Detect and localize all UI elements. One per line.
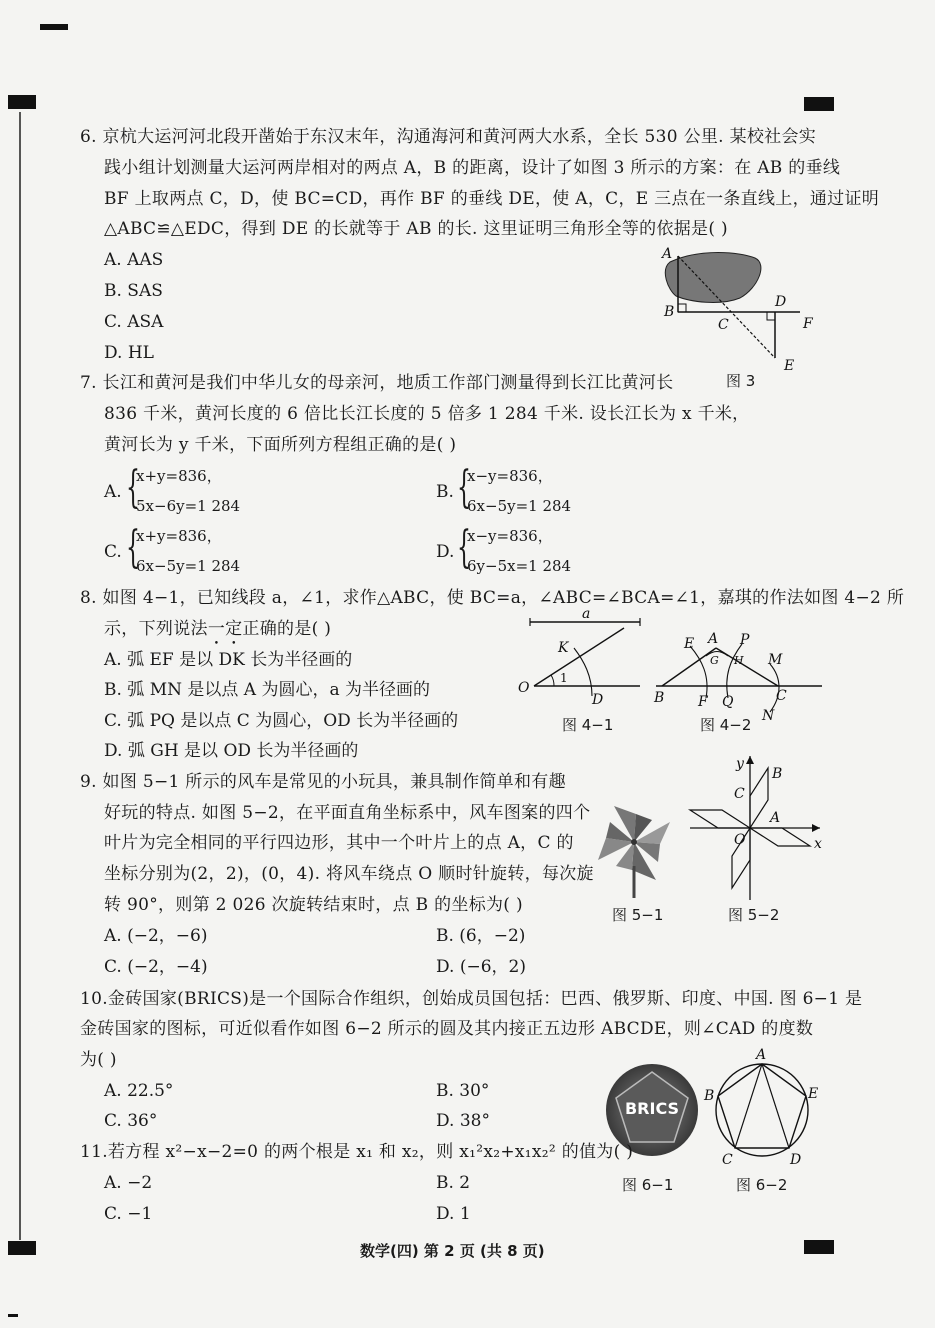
fig4-2-label-N: N (762, 708, 775, 724)
q7-option-a-brace: { (126, 462, 140, 513)
q6-option-a: A. AAS (104, 250, 164, 270)
figure-5-1-pinwheel (594, 800, 676, 900)
q6-option-c: C. ASA (104, 312, 164, 332)
fig4-2-label-E: E (684, 636, 695, 652)
q9-line-4: 坐标分别为(2，2)，(0，4). 将风车绕点 O 顺时针旋转，每次旋 (104, 864, 594, 884)
q11-option-d: D. 1 (436, 1204, 471, 1224)
registration-mark-right-top (804, 97, 834, 111)
figure-4-1 (512, 606, 647, 711)
fig5-2-label-y: y (736, 756, 744, 772)
registration-mark-right-bottom (804, 1240, 834, 1254)
q7-option-a-eq1: x+y=836， (136, 467, 222, 485)
q7-option-b-eq1: x−y=836， (467, 467, 553, 485)
q6-option-b: B. SAS (104, 281, 163, 301)
q9-option-c: C. (−2，−4) (104, 957, 208, 977)
river-shape (665, 253, 761, 303)
q7-option-c-brace: { (126, 522, 140, 573)
q7-option-d-brace: { (457, 522, 471, 573)
q11-option-c: C. −1 (104, 1204, 153, 1224)
q9-line-3: 叶片为完全相同的平行四边形，其中一个叶片上的点 A，C 的 (104, 833, 574, 853)
q7-option-a-eq2: 5x−6y=1 284 (136, 497, 241, 515)
q7-option-d-eq1: x−y=836， (467, 527, 553, 545)
fig4-2-label-B: B (654, 690, 665, 706)
fig3-label-F: F (803, 316, 813, 332)
fig3-label-C: C (718, 317, 729, 333)
q10-line-3: 为( ) (80, 1050, 117, 1070)
q10-option-a: A. 22.5° (104, 1081, 174, 1101)
q10-option-d: D. 38° (436, 1111, 490, 1131)
registration-mark-bottom (8, 1314, 18, 1317)
q10-line-1: 10.金砖国家(BRICS)是一个国际合作组织，创始成员国包括：巴西、俄罗斯、印度、中国. 图 6−1 是 (80, 989, 863, 1009)
q10-option-c: C. 36° (104, 1111, 158, 1131)
fig4-2-label-Q: Q (722, 694, 734, 710)
page-footer: 数学(四) 第 2 页 (共 8 页) (360, 1242, 545, 1260)
figure-3 (640, 240, 840, 375)
fig4-1-label-D: D (592, 692, 604, 708)
q11-line: 11.若方程 x²−x−2=0 的两个根是 x₁ 和 x₂，则 x₁²x₂+x₁x₂² 的值为( ) (80, 1142, 634, 1162)
brics-logo-text: BRICS (624, 1099, 680, 1118)
q9-line-5: 转 90°，则第 2 026 次旋转结束时，点 B 的坐标为( ) (104, 895, 523, 915)
figure-6-2-caption: 图 6−2 (736, 1176, 788, 1194)
fig4-2-label-M: M (768, 652, 783, 668)
registration-mark-left-bottom (8, 1241, 36, 1255)
margin-line (19, 112, 21, 1240)
figure-4-1-caption: 图 4−1 (562, 716, 614, 734)
q7-option-c-label: C. (104, 542, 122, 562)
q7-option-b-label: B. (436, 482, 454, 502)
q9-option-b: B. (6，−2) (436, 926, 526, 946)
fig6-2-label-E: E (808, 1086, 819, 1102)
fig4-2-label-G: G (710, 654, 719, 667)
q6-line-2: 践小组计划测量大运河两岸相对的两点 A，B 的距离，设计了如图 3 所示的方案：在 AB 的垂线 (104, 158, 841, 178)
fig3-label-A: A (662, 246, 673, 262)
q7-option-c-eq1: x+y=836， (136, 527, 222, 545)
fig5-2-label-O: O (734, 832, 746, 848)
q7-line-1: 7. 长江和黄河是我们中华儿女的母亲河，地质工作部门测量得到长江比黄河长 (80, 373, 674, 393)
fig4-1-label-a: a (582, 606, 591, 622)
q7-line-3: 黄河长为 y 千米，下面所列方程组正确的是( ) (104, 435, 457, 455)
fig6-2-label-D: D (790, 1152, 802, 1168)
fig4-1-label-1: 1 (560, 671, 568, 685)
fig5-2-label-x: x (814, 836, 822, 852)
figure-6-1-caption: 图 6−1 (622, 1176, 674, 1194)
q8-line-2-pre: 示，下列说法 (104, 619, 208, 639)
fig5-2-label-B: B (772, 766, 783, 782)
q6-line-1: 6. 京杭大运河河北段开凿始于东汉末年，沟通海河和黄河两大水系，全长 530 公里. 某校社会实 (80, 127, 817, 147)
q7-option-b-eq2: 6x−5y=1 284 (467, 497, 572, 515)
q8-emphasis: 一定 (207, 619, 243, 639)
fig6-2-label-C: C (722, 1152, 733, 1168)
q6-option-d: D. HL (104, 343, 154, 363)
figure-4-2-caption: 图 4−2 (700, 716, 752, 734)
q11-option-a: A. −2 (104, 1173, 153, 1193)
figure-4-2 (650, 626, 825, 726)
fig4-2-label-F: F (698, 694, 708, 710)
q6-line-4: △ABC≌△EDC，得到 DE 的长就等于 AB 的长. 这里证明三角形全等的依据是( ) (104, 219, 728, 239)
q7-option-b-brace: { (457, 462, 471, 513)
q8-option-c: C. 弧 PQ 是以点 C 为圆心，OD 长为半径画的 (104, 711, 459, 731)
fig5-2-label-A: A (770, 810, 781, 826)
registration-mark-left-top (8, 95, 36, 109)
figure-5-2 (680, 752, 825, 902)
q9-option-a: A. (−2，−6) (104, 926, 208, 946)
figure-5-1-caption: 图 5−1 (612, 906, 664, 924)
figure-5-2-caption: 图 5−2 (728, 906, 780, 924)
figure-3-caption: 图 3 (726, 372, 756, 390)
q8-line-1: 8. 如图 4−1，已知线段 a，∠1，求作△ABC，使 BC=a，∠ABC=∠BCA=∠1，嘉琪的作法如图 4−2 所 (80, 588, 905, 608)
q8-line-2 (104, 618, 331, 649)
fig4-2-label-A: A (708, 631, 719, 647)
q11-option-b: B. 2 (436, 1173, 471, 1193)
q10-option-b: B. 30° (436, 1081, 490, 1101)
q7-option-d-eq2: 6y−5x=1 284 (467, 557, 572, 575)
fig3-label-D: D (775, 294, 787, 310)
q8-option-b: B. 弧 MN 是以点 A 为圆心，a 为半径画的 (104, 680, 431, 700)
fig3-label-B: B (664, 304, 675, 320)
q9-line-1: 9. 如图 5−1 所示的风车是常见的小玩具，兼具制作简单和有趣 (80, 772, 566, 792)
q7-option-c-eq2: 6x−5y=1 284 (136, 557, 241, 575)
q8-option-a: A. 弧 EF 是以 DK 长为半径画的 (104, 650, 353, 670)
figure-6-2 (700, 1044, 825, 1172)
q6-line-3: BF 上取两点 C，D，使 BC=CD，再作 BF 的垂线 DE，使 A，C，E 三点在一条直线上，通过证明 (104, 189, 880, 209)
q7-line-2: 836 千米，黄河长度的 6 倍比长江长度的 5 倍多 1 284 千米. 设长江长为 x 千米， (104, 404, 750, 424)
fig4-2-label-C: C (776, 688, 787, 704)
q7-option-d-label: D. (436, 542, 455, 562)
q7-option-a-label: A. (104, 482, 122, 502)
fig4-1-label-O: O (518, 680, 530, 696)
registration-mark-top (40, 24, 68, 30)
fig4-2-label-P: P (740, 632, 750, 648)
q10-line-2: 金砖国家的图标，可近似看作如图 6−2 所示的圆及其内接正五边形 ABCDE，则∠CAD 的度数 (80, 1019, 814, 1039)
q9-option-d: D. (−6，2) (436, 957, 526, 977)
fig4-1-label-K: K (558, 640, 569, 656)
fig6-2-label-A: A (756, 1047, 767, 1063)
fig5-2-label-C: C (734, 786, 745, 802)
q9-line-2: 好玩的特点. 如图 5−2，在平面直角坐标系中，风车图案的四个 (104, 803, 591, 823)
fig4-2-label-H: H (734, 654, 744, 667)
q8-line-2-post: 正确的是( ) (242, 619, 332, 639)
fig6-2-label-B: B (704, 1088, 715, 1104)
q8-option-d: D. 弧 GH 是以 OD 长为半径画的 (104, 741, 359, 761)
fig3-label-E: E (784, 358, 795, 374)
